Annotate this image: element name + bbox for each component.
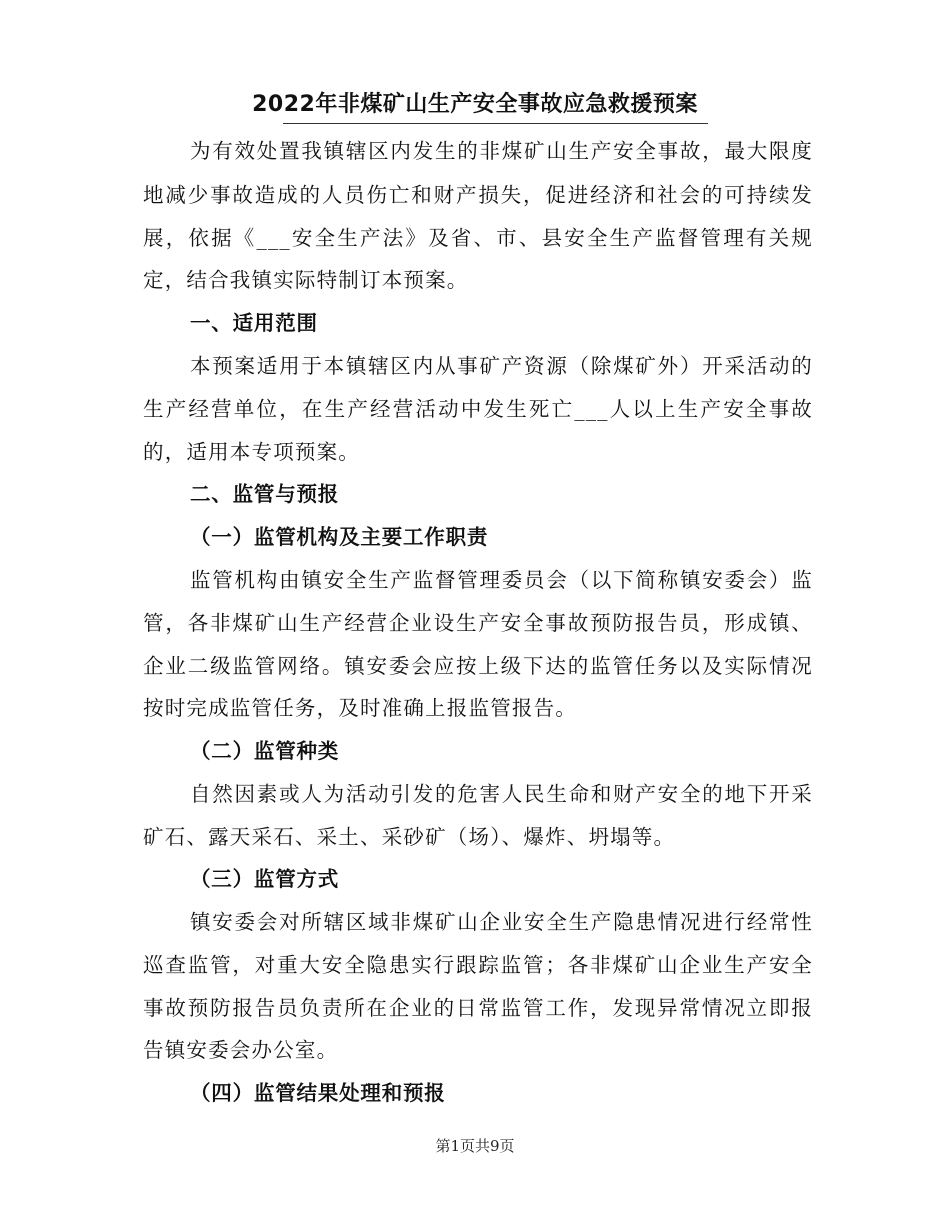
paragraph-line: 企业二级监管网络。镇安委会应按上级下达的监管任务以及实际情况: [143, 654, 813, 678]
paragraph-line: 展，依据《___安全生产法》及省、市、县安全生产监督管理有关规: [143, 226, 813, 250]
paragraph-line: 为有效处置我镇辖区内发生的非煤矿山生产安全事故，最大限度: [190, 139, 813, 163]
paragraph-line: 本预案适用于本镇辖区内从事矿产资源（除煤矿外）开采活动的: [190, 354, 813, 378]
subsection-heading: （二）监管种类: [190, 739, 340, 763]
paragraph-line: 管，各非煤矿山生产经营企业设生产安全事故预防报告员，形成镇、: [143, 611, 813, 635]
subsection-heading: （三）监管方式: [190, 867, 340, 891]
paragraph-line: 地减少事故造成的人员伤亡和财产损失，促进经济和社会的可持续发: [143, 183, 813, 207]
subsection-heading: （四）监管结果处理和预报: [190, 1081, 446, 1105]
paragraph-line: 事故预防报告员负责所在企业的日常监管工作，发现异常情况立即报: [143, 996, 813, 1020]
subsection-heading: （一）监管机构及主要工作职责: [190, 525, 489, 549]
paragraph-line: 定，结合我镇实际特制订本预案。: [143, 268, 469, 292]
paragraph-line: 的，适用本专项预案。: [143, 440, 360, 464]
section-heading: 一、适用范围: [190, 311, 318, 335]
paragraph-line: 告镇安委会办公室。: [143, 1038, 339, 1062]
paragraph-line: 巡查监管，对重大安全隐患实行跟踪监管；各非煤矿山企业生产安全: [143, 953, 813, 977]
paragraph-line: 生产经营单位，在生产经营活动中发生死亡___人以上生产安全事故: [143, 397, 813, 421]
title-underline: [283, 123, 708, 124]
paragraph-line: 监管机构由镇安全生产监督管理委员会（以下简称镇安委会）监: [190, 568, 813, 592]
paragraph-line: 按时完成监管任务，及时准确上报监管报告。: [143, 696, 577, 720]
document-title: 2022年非煤矿山生产安全事故应急救援预案: [252, 92, 698, 117]
paragraph-line: 矿石、露天采石、采土、采砂矿（场）、爆炸、坍塌等。: [143, 825, 676, 849]
paragraph-line: 自然因素或人为活动引发的危害人民生命和财产安全的地下开采: [190, 782, 813, 806]
paragraph-line: 镇安委会对所辖区域非煤矿山企业安全生产隐患情况进行经常性: [190, 910, 813, 934]
section-heading: 二、监管与预报: [190, 482, 340, 506]
page-number: 第1页共9页: [435, 1137, 515, 1155]
